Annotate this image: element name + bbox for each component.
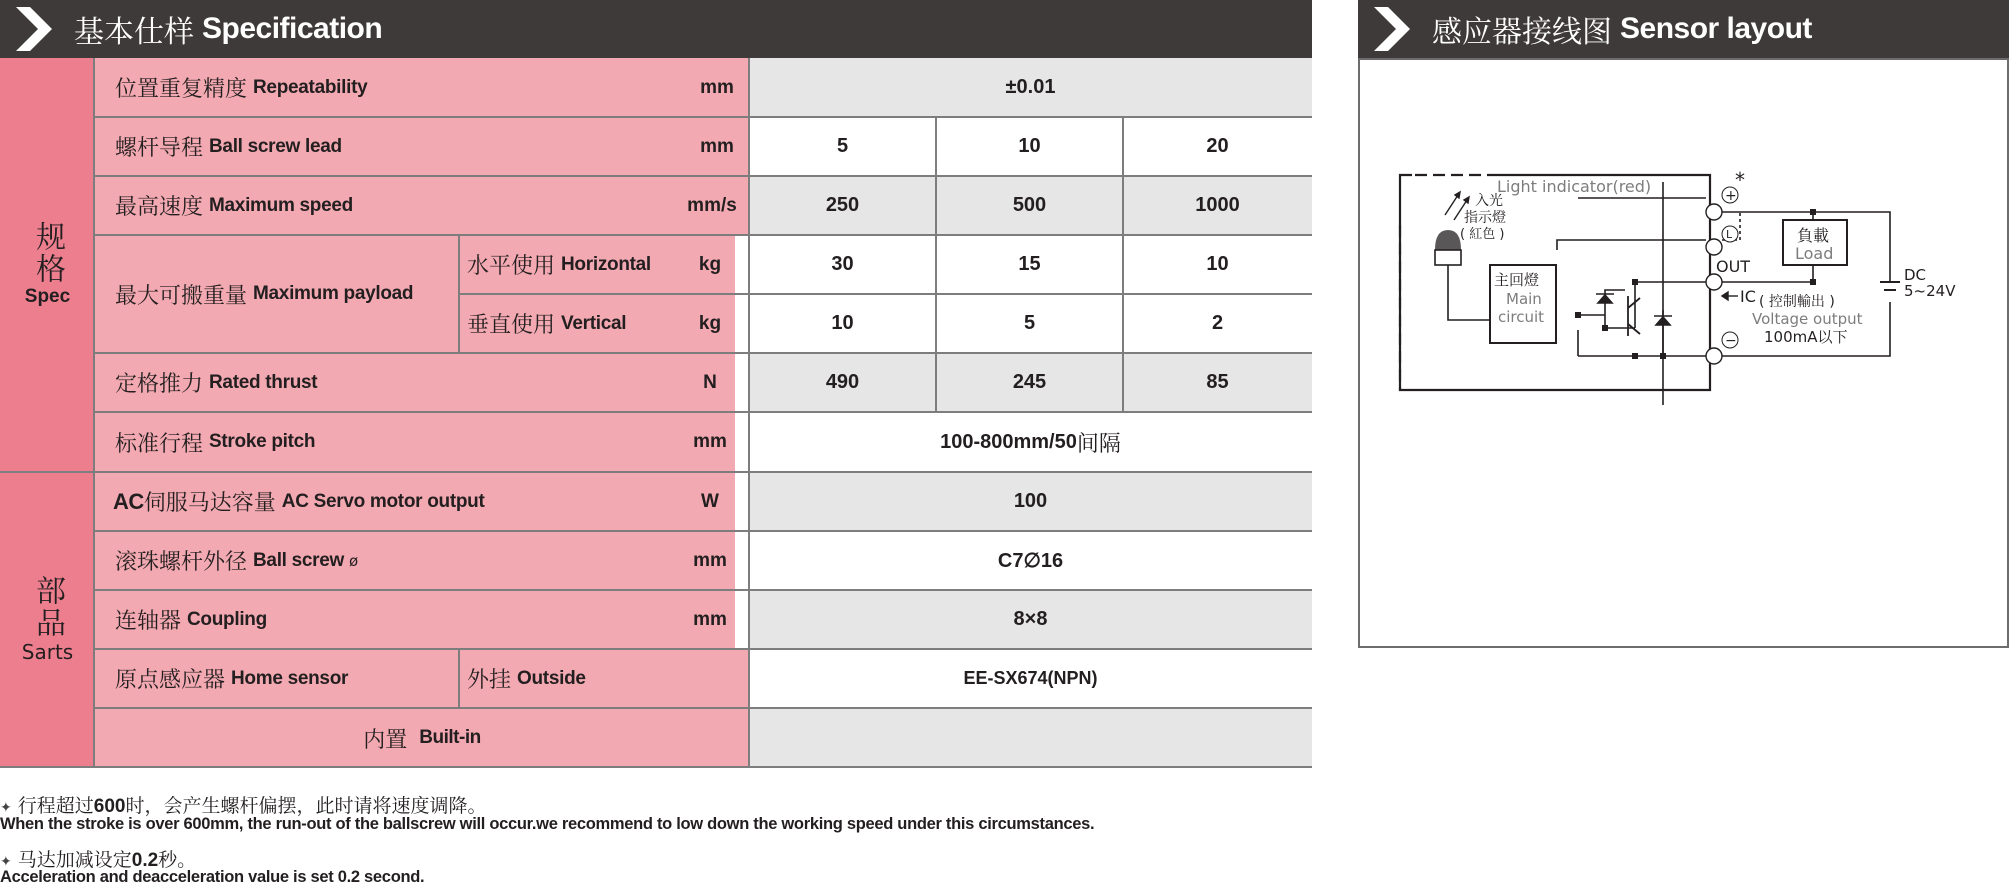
light-indicator-label: Light indicator(red): [1497, 177, 1652, 196]
dc-range-label: 5~24V: [1904, 282, 1956, 300]
note-1-en: When the stroke is over 600mm, the run-out of the ballscrew will occur.we recommend to low down the working speed under this circumstances.: [0, 815, 1095, 833]
ballscrew-zh: 滚珠螺杆外径: [115, 550, 248, 575]
row-divider: [95, 175, 1312, 177]
motor-en: AC Servo motor output: [281, 490, 485, 512]
value-horizontal-1: 30: [749, 235, 936, 294]
ic-zh-label: ( 控制輸出 ): [1759, 294, 1835, 310]
led-base: [1435, 250, 1461, 265]
stroke-value-bold: 100-800mm/50: [940, 430, 1077, 453]
ic-label: IC: [1740, 287, 1756, 306]
value-lead-3: 20: [1123, 117, 1312, 176]
load-en: Load: [1795, 244, 1834, 263]
lead-zh: 螺杆导程: [115, 136, 204, 161]
incident-label-1: 入光: [1475, 193, 1503, 209]
note-1-num: 600: [93, 796, 126, 817]
row-divider: [95, 116, 1312, 118]
value-ballscrew: C7∅16: [749, 531, 1312, 590]
lead-en: Ball screw lead: [209, 135, 342, 157]
column-divider: [748, 58, 750, 708]
led-body: [1435, 230, 1461, 250]
stroke-zh: 标准行程: [115, 431, 204, 457]
unit-vertical: kg: [685, 294, 735, 353]
value-stroke: [749, 412, 1312, 472]
chevron-right-icon: [1374, 7, 1410, 51]
row-divider: [95, 589, 1312, 591]
category-parts: [0, 472, 95, 768]
spec-header: [0, 0, 1312, 58]
outside-en: Outside: [517, 667, 586, 689]
vertical-zh: 垂直使用: [467, 313, 556, 338]
column-divider: [1122, 117, 1124, 412]
note-marker-icon: ✦: [0, 800, 12, 816]
builtin-zh: 内置: [363, 727, 408, 753]
unit-repeatability: mm: [685, 58, 749, 117]
note-2-zh-a: 马达加减设定: [17, 849, 132, 871]
current-label: 100mA以下: [1764, 328, 1848, 346]
note-marker-icon: ✦: [0, 854, 12, 870]
payload-zh: 最大可搬重量: [115, 283, 248, 309]
out-label: OUT: [1716, 257, 1751, 276]
sensor-wiring-diagram: [1360, 60, 2007, 646]
value-thrust-2: 245: [936, 353, 1123, 412]
out-wire: [1635, 282, 1706, 328]
sensor-header-zh: 感应器接线图: [1432, 15, 1612, 50]
stroke-en: Stroke pitch: [209, 431, 316, 452]
unit-thrust: N: [685, 353, 735, 412]
column-divider: [458, 649, 460, 708]
category-spec-zh: 规格: [30, 221, 65, 285]
coupling-en: Coupling: [187, 608, 267, 630]
thrust-en: Rated thrust: [209, 371, 318, 393]
value-lead-2: 10: [936, 117, 1123, 176]
motor-zh: 伺服马达容量: [143, 491, 276, 516]
value-speed-1: 250: [749, 176, 936, 235]
chevron-right-icon: [16, 7, 52, 51]
value-speed-3: 1000: [1123, 176, 1312, 235]
label-speed: [95, 176, 685, 235]
horizontal-en: Horizontal: [561, 253, 651, 275]
stroke-value-zh: 间隔: [1076, 431, 1121, 457]
home-zh: 原点感应器: [115, 668, 226, 693]
main-circuit-zh: 主回燈: [1494, 271, 1540, 289]
terminal-plus: [1706, 204, 1722, 220]
ballscrew-symbol: ø: [349, 551, 359, 570]
incident-label-2: 指示燈: [1464, 210, 1506, 226]
row-divider: [95, 530, 1312, 532]
value-vertical-3: 2: [1123, 294, 1312, 353]
column-divider: [748, 708, 750, 768]
speed-en: Maximum speed: [209, 194, 353, 216]
row-divider: [459, 293, 1312, 295]
note-1-zh: [0, 791, 486, 818]
label-coupling: [95, 590, 685, 649]
row-divider: [95, 648, 1312, 650]
spec-header-en: Specification: [202, 12, 383, 45]
unit-ballscrew: mm: [685, 531, 735, 590]
coupling-zh: 连轴器: [115, 609, 182, 634]
voltage-output-label: Voltage output: [1752, 310, 1863, 328]
row-divider: [95, 234, 1312, 236]
payload-en: Maximum payload: [253, 283, 414, 304]
repeatability-en: Repeatability: [253, 76, 368, 98]
row-divider: [95, 352, 1312, 354]
label-lead: [95, 117, 685, 176]
value-lead-1: 5: [749, 117, 936, 176]
note-1-zh-a: 行程超过: [17, 795, 94, 817]
category-parts-en: Sarts: [21, 640, 74, 664]
main-circuit-en-1: Main: [1506, 290, 1542, 308]
value-horizontal-2: 15: [936, 235, 1123, 294]
sensor-header-en: Sensor layout: [1620, 12, 1812, 45]
builtin-en: Built-in: [419, 727, 481, 748]
label-horizontal: [459, 235, 685, 294]
unit-coupling: mm: [685, 590, 735, 649]
l-wire: [1557, 240, 1706, 250]
value-thrust-1: 490: [749, 353, 936, 412]
terminal-minus: [1706, 348, 1722, 364]
speed-zh: 最高速度: [115, 195, 204, 220]
outside-zh: 外挂: [467, 668, 512, 693]
value-motor: 100: [749, 472, 1312, 531]
dc-label: DC: [1904, 266, 1927, 284]
column-divider: [458, 235, 460, 353]
home-en: Home sensor: [231, 667, 349, 689]
value-horizontal-3: 10: [1123, 235, 1312, 294]
sensor-header: [1358, 0, 2009, 58]
l-symbol: L: [1726, 228, 1733, 241]
horizontal-zh: 水平使用: [467, 254, 556, 279]
section-divider: [0, 471, 1312, 473]
terminal-out: [1706, 274, 1722, 290]
note-2-en: Acceleration and deacceleration value is set 0.2 second.: [0, 868, 425, 886]
vertical-en: Vertical: [561, 312, 627, 334]
sensor-diagram-panel: [1358, 58, 2009, 648]
ballscrew-en: Ball screw: [253, 549, 345, 571]
incident-label-3: ( 紅色 ): [1460, 227, 1505, 242]
column-divider: [93, 58, 95, 768]
load-zh: 負載: [1797, 226, 1830, 245]
label-builtin: [95, 708, 749, 768]
motor-prefix: AC: [113, 488, 144, 514]
value-vertical-1: 10: [749, 294, 936, 353]
label-thrust: [95, 353, 685, 412]
label-stroke: [95, 412, 685, 472]
label-ballscrew: [95, 531, 685, 590]
label-outside: [459, 649, 749, 708]
note-2-num: 0.2: [131, 850, 159, 871]
table-bottom: [0, 766, 1312, 768]
unit-horizontal: kg: [685, 235, 735, 294]
category-parts-zh: 部品: [30, 575, 65, 639]
value-repeatability: ±0.01: [749, 58, 1312, 117]
label-vertical: [459, 294, 685, 353]
indicator-wire: [1448, 265, 1490, 320]
category-spec: [0, 58, 95, 472]
column-divider: [935, 117, 937, 412]
label-payload: [95, 235, 459, 353]
unit-speed: mm/s: [675, 176, 749, 235]
minus-symbol: −: [1725, 333, 1737, 349]
unit-lead: mm: [685, 117, 749, 176]
spec-header-zh: 基本仕样: [74, 15, 194, 50]
note-1-zh-b: 时，会产生螺杆偏摆，此时请将速度调降。: [125, 795, 487, 817]
plus-symbol: +: [1725, 188, 1737, 204]
label-home: [95, 649, 459, 708]
ground-wire: [1578, 310, 1706, 356]
main-circuit-en-2: circuit: [1498, 308, 1545, 326]
value-vertical-2: 5: [936, 294, 1123, 353]
value-outside: EE-SX674(NPN): [749, 649, 1312, 708]
value-builtin: [749, 708, 1312, 768]
category-spec-en: Spec: [24, 286, 71, 307]
row-divider: [95, 411, 1312, 413]
label-repeatability: [95, 58, 685, 117]
unit-stroke: mm: [685, 412, 735, 472]
sensor-outline: [1400, 175, 1412, 225]
row-divider: [95, 707, 1312, 709]
value-coupling: 8×8: [749, 590, 1312, 649]
spec-table: [0, 58, 1312, 768]
terminal-l: [1706, 239, 1722, 255]
note-2-zh-b: 秒。: [158, 849, 197, 871]
repeatability-zh: 位置重复精度: [115, 77, 248, 102]
asterisk-label: *: [1735, 168, 1745, 192]
value-thrust-3: 85: [1123, 353, 1312, 412]
value-speed-2: 500: [936, 176, 1123, 235]
unit-motor: W: [685, 472, 735, 531]
thrust-zh: 定格推力: [115, 372, 204, 397]
label-motor: [95, 472, 685, 531]
